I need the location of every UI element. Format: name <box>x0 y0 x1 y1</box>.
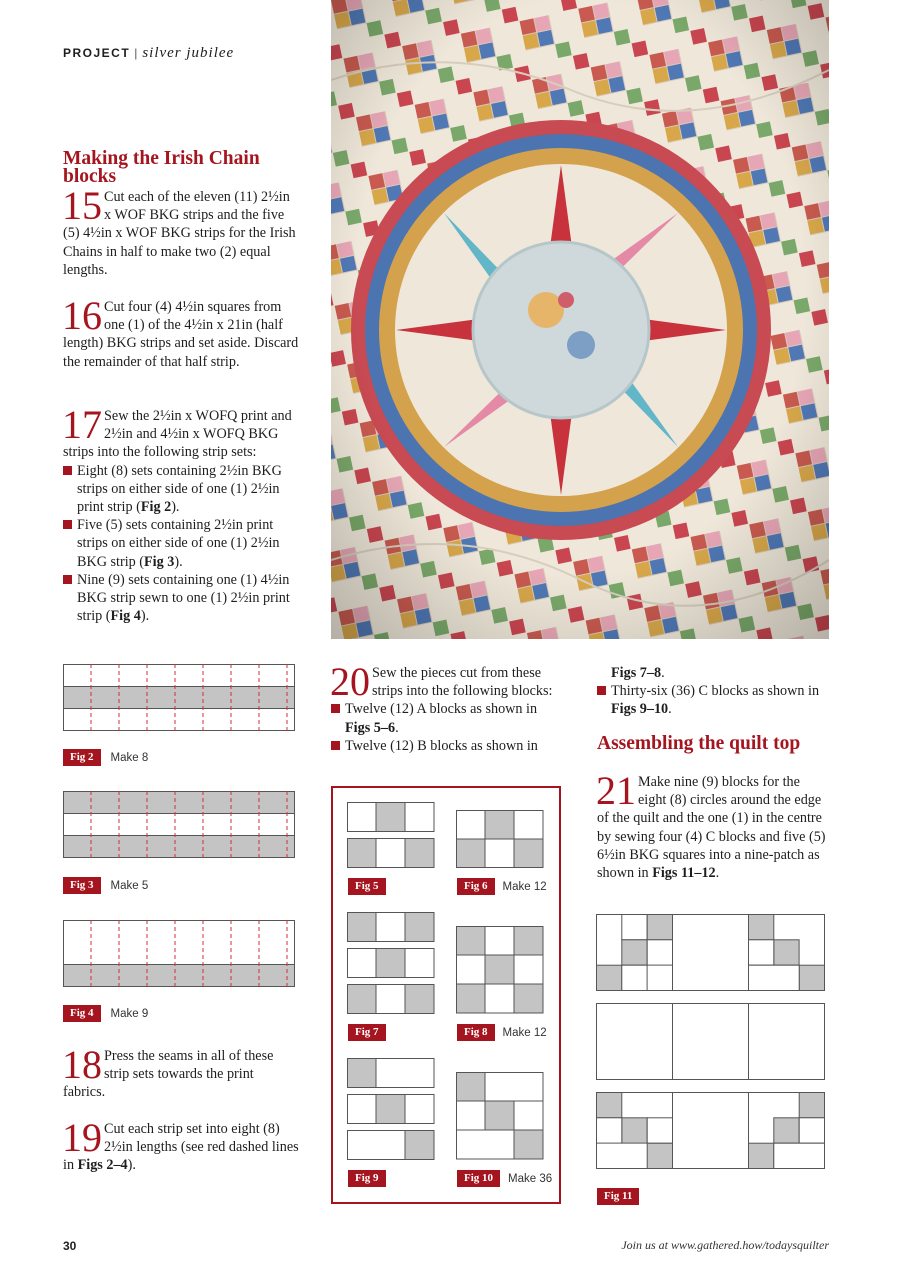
step-number: 21 <box>596 768 636 813</box>
fig10-caption <box>457 1170 552 1187</box>
quilt-photo <box>331 0 829 639</box>
figure-label: Fig 7 <box>348 1024 386 1041</box>
fig10-diagram <box>456 1072 544 1160</box>
section-heading: Assembling the quilt top <box>597 733 801 754</box>
list-item: Nine (9) sets containing one (1) 4½in BKG strip sewn to one (1) 2½in print strip (Fig 4). <box>63 571 299 626</box>
step-text: Press the seams in all of these strip sets towards the print fabrics. <box>63 1048 274 1101</box>
step-text: Make nine (9) blocks for the eight (8) circles around the edge of the quilt and the one (1) in the centre by sewing four (4) C blocks and five (5) 6½in BKG squares into a nine-patch as shown in Figs 11–12. <box>597 774 826 882</box>
figure-caption: Make 8 <box>110 751 149 764</box>
fig6-caption <box>457 878 547 895</box>
fig8-diagram <box>456 926 544 1014</box>
step-number: 17 <box>62 402 102 447</box>
fig7-diagram <box>347 912 435 1014</box>
section-label: PROJECT <box>63 46 131 60</box>
step-text: Cut each strip set into eight (8) 2½in lengths (see red dashed lines in Figs 2–4). <box>63 1121 299 1174</box>
figure-label: Fig 6 <box>457 878 495 895</box>
fig11-diagram <box>596 914 827 1170</box>
step-21 <box>596 768 829 882</box>
list-item: Twelve (12) A blocks as shown in Figs 5–6. <box>331 700 563 736</box>
continued-text: Figs 7–8. <box>611 665 665 681</box>
step-text: Sew the pieces cut from these strips into the following blocks: <box>372 665 553 700</box>
fig5-caption <box>348 878 386 895</box>
step-18 <box>62 1042 299 1102</box>
figure-caption: Make 5 <box>110 879 149 892</box>
header-separator: | <box>134 46 139 60</box>
figure-label: Fig 2 <box>63 749 101 766</box>
list-item: Eight (8) sets containing 2½in BKG strips on either side of one (1) 2½in print strip (Fig 2). <box>63 462 299 517</box>
fig4-caption <box>63 1005 148 1022</box>
list-item: Twelve (12) B blocks as shown in <box>331 737 563 755</box>
section-heading: Making the Irish Chain blocks <box>63 148 260 187</box>
step-number: 19 <box>62 1115 102 1160</box>
step-text: Cut each of the eleven (11) 2½in x WOF BKG strips and the five (5) 4½in x WOF BKG strips for the Irish Chains in half to make two (2) equal lengths. <box>63 189 296 278</box>
fig8-caption <box>457 1024 547 1041</box>
figure-label: Fig 8 <box>457 1024 495 1041</box>
block-list-continued <box>597 682 832 718</box>
step-number: 20 <box>330 659 370 704</box>
step-20 <box>330 659 563 755</box>
figure-caption: Make 36 <box>508 1172 553 1185</box>
step-20-continued <box>597 664 832 719</box>
quilt-photo-icon <box>331 0 829 639</box>
step-19 <box>62 1115 299 1175</box>
series-title: silver jubilee <box>142 45 235 61</box>
fig2-diagram <box>63 664 296 732</box>
step-text: Sew the 2½in x WOFQ print and 2½in and 4½in x WOFQ BKG strips into the following strip sets: <box>63 408 292 461</box>
step-16 <box>62 293 299 371</box>
running-header <box>63 45 234 62</box>
list-item: Thirty-six (36) C blocks as shown in Figs 9–10. <box>597 682 832 718</box>
figure-caption: Make 12 <box>502 880 547 893</box>
fig4-diagram <box>63 920 296 988</box>
assembling-heading-block <box>597 735 832 753</box>
footer-url[interactable]: Join us at www.gathered.how/todaysquilter <box>621 1238 829 1252</box>
figure-label: Fig 10 <box>457 1170 500 1187</box>
figure-label: Fig 3 <box>63 877 101 894</box>
fig3-caption <box>63 877 148 894</box>
figure-label: Fig 5 <box>348 878 386 895</box>
block-list <box>331 700 563 755</box>
fig7-caption <box>348 1024 386 1041</box>
fig5-diagram <box>347 802 435 868</box>
figure-label: Fig 11 <box>597 1188 639 1205</box>
irish-chain-heading-block <box>63 150 303 186</box>
fig3-diagram <box>63 791 296 859</box>
fig9-diagram <box>347 1058 435 1160</box>
list-item: Five (5) sets containing 2½in print strips on either side of one (1) 2½in BKG strip (Fig 3). <box>63 516 299 571</box>
step-text: Cut four (4) 4½in squares from one (1) of the 4½in x 21in (half length) BKG strips and set aside. Discard the remainder of that half strip. <box>63 299 299 370</box>
fig11-caption <box>597 1188 639 1205</box>
figure-label: Fig 4 <box>63 1005 101 1022</box>
page-number: 30 <box>63 1239 77 1253</box>
fig9-caption <box>348 1170 386 1187</box>
step-number: 18 <box>62 1042 102 1087</box>
figure-caption: Make 12 <box>502 1026 547 1039</box>
figure-caption: Make 9 <box>110 1007 149 1020</box>
step-number: 15 <box>62 183 102 228</box>
step-17 <box>62 402 299 625</box>
strip-set-list <box>63 462 299 626</box>
fig2-caption <box>63 749 148 766</box>
step-number: 16 <box>62 293 102 338</box>
fig6-diagram <box>456 810 544 868</box>
figure-label: Fig 9 <box>348 1170 386 1187</box>
step-15 <box>62 183 299 279</box>
